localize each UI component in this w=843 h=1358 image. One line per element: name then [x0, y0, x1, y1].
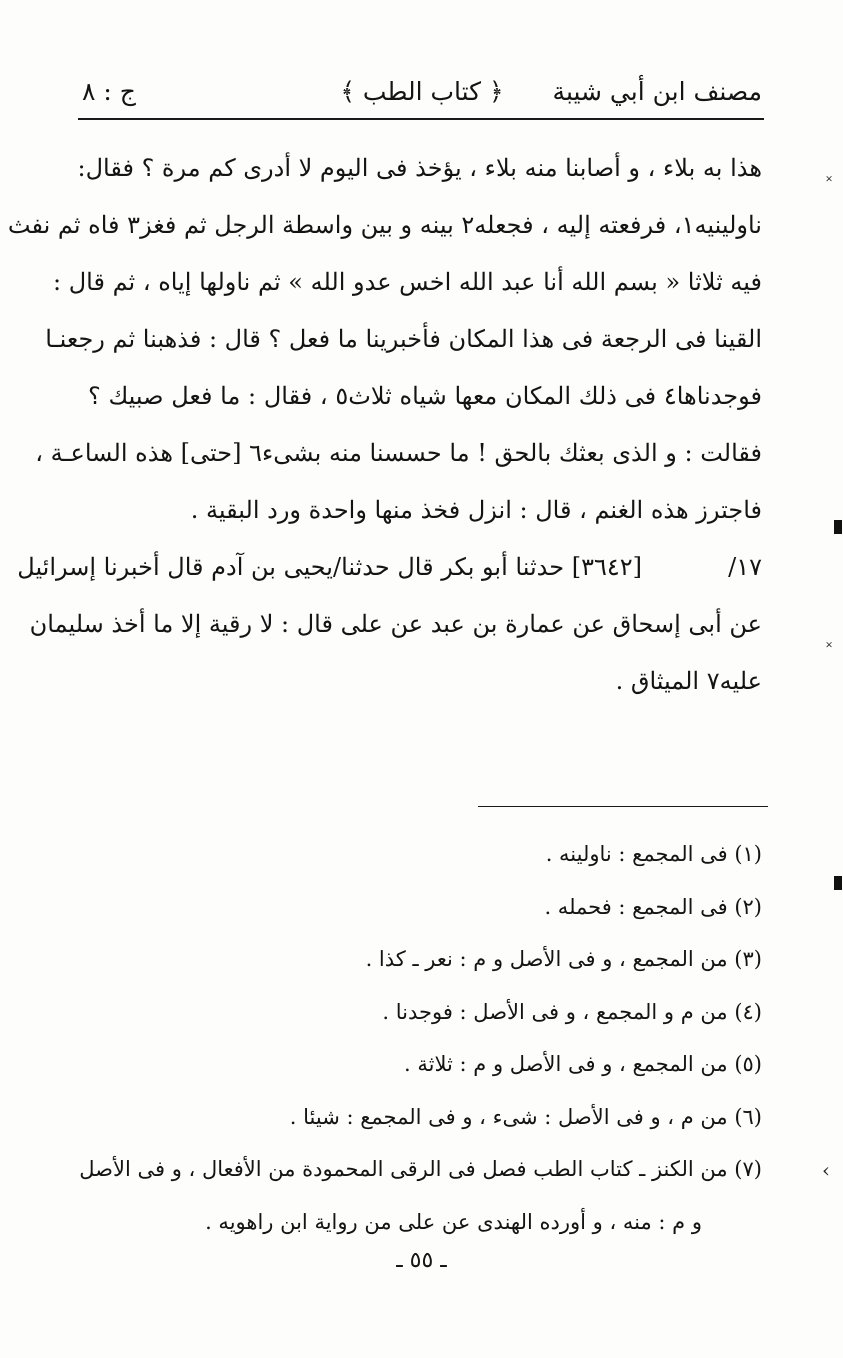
text-line: فقالت : و الذى بعثك بالحق ! ما حسسنا منه بشىء٦ [حتى] هذه الساعـة ،: [35, 439, 762, 467]
margin-mark: [834, 876, 842, 890]
text-line: هذا به بلاء ، و أصابنا منه بلاء ، يؤخذ فى اليوم لا أدرى كم مرة ؟ فقال:: [77, 154, 762, 182]
footnote: (٥) من المجمع ، و فى الأصل و م : ثلاثة .: [404, 1052, 762, 1076]
page-number: ـ ٥٥ ـ: [396, 1248, 447, 1273]
hadith-text-line: عن أبى إسحاق عن عمارة بن عبد عن على قال : لا رقية إلا ما أخذ سليمان: [29, 610, 762, 638]
hadith-first-line: [17, 539, 762, 596]
margin-mark: ˟: [826, 638, 833, 657]
hadith-number: ١٧/: [728, 553, 762, 581]
volume-number: ج : ٨: [82, 77, 136, 106]
margin-mark: [834, 520, 842, 534]
margin-mark: ˟: [826, 172, 833, 191]
header-rule: [78, 118, 764, 120]
hadith-text-line: عليه٧ الميثاق .: [615, 667, 762, 695]
text-line: القينا فى الرجعة فى هذا المكان فأخبرينا ما فعل ؟ قال : فذهبنا ثم رجعنـا: [45, 325, 762, 353]
footnote: (٣) من المجمع ، و فى الأصل و م : نعر ـ كذا .: [365, 947, 762, 971]
margin-mark: ‹: [822, 1158, 830, 1182]
footnote-rule: [478, 806, 768, 807]
hadith-text: [٣٦٤٢] حدثنا أبو بكر قال حدثنا/يحيى بن آدم قال أخبرنا إسرائيل: [17, 553, 642, 581]
footnote: (٢) فى المجمع : فحمله .: [544, 894, 762, 919]
footnote: (١) فى المجمع : ناولينه .: [545, 842, 762, 866]
text-line: فيه ثلاثا « بسم الله أنا عبد الله اخس عدو الله » ثم ناولها إياه ، ثم قال :: [53, 268, 762, 296]
footnotes: [79, 828, 762, 1248]
footnote: (٤) من م و المجمع ، و فى الأصل : فوجدنا .: [382, 999, 762, 1024]
book-title: مصنف ابن أبي شيبة: [552, 77, 762, 106]
chapter-title: ﴿ كتاب الطب ﴾: [340, 77, 504, 106]
text-line: فوجدناها٤ فى ذلك المكان معها شياه ثلاث٥ ، فقال : ما فعل صبيك ؟: [88, 382, 762, 410]
main-text: [7, 140, 762, 710]
running-header: [82, 68, 762, 116]
footnote: (٦) من م ، و فى الأصل : شىء ، و فى المجمع : شيئا .: [289, 1104, 762, 1129]
text-line: فاجترز هذه الغنم ، قال : انزل فخذ منها واحدة ورد البقية .: [190, 496, 762, 524]
footnote: (٧) من الكنز ـ كتاب الطب فصل فى الرقى المحمودة من الأفعال ، و فى الأصل: [79, 1157, 762, 1181]
text-line: ناولينيه١، فرفعته إليه ، فجعله٢ بينه و بين واسطة الرجل ثم فغز٣ فاه ثم نفث: [7, 211, 762, 239]
footnote-continuation: و م : منه ، و أورده الهندى عن على من رواية ابن راهويه .: [205, 1209, 702, 1234]
